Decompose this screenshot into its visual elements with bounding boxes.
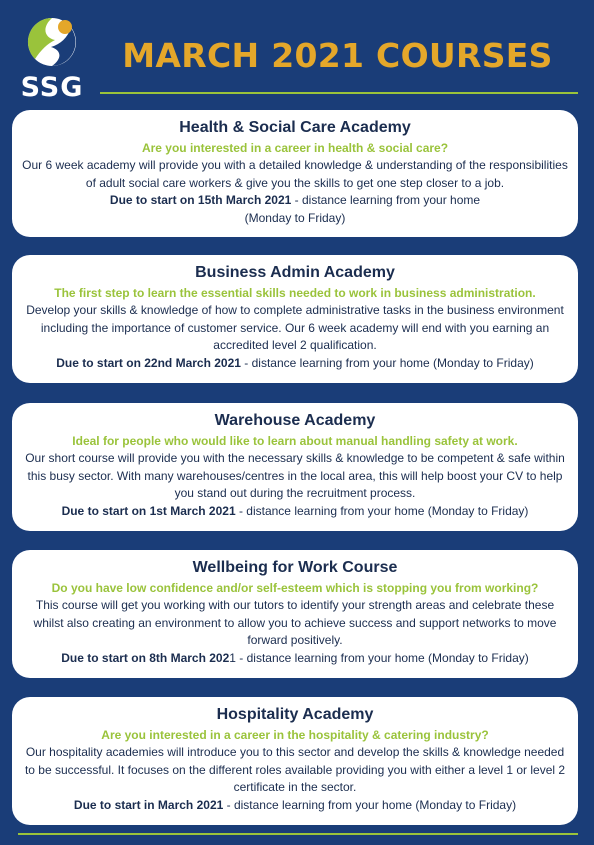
start-date: Due to start on 1st March 2021 (61, 503, 236, 518)
page-title: MARCH 2021 COURSES (122, 36, 553, 75)
course-description: Our short course will provide you with the necessary skills & knowledge to be competent & safe within this busy sector. With many warehouses/centres in the local area, this will help boost your CV to help you stand out during the recruitment process. (25, 451, 565, 500)
ssg-logo-mark-icon (25, 14, 79, 74)
course-start-info (20, 503, 570, 521)
start-date: Due to start on 8th March 202 (61, 650, 230, 665)
course-title: Hospitality Academy (216, 706, 374, 723)
course-title: Wellbeing for Work Course (192, 559, 398, 576)
start-details: - distance learning from your home (Monday to Friday) (223, 797, 517, 812)
header-divider (100, 92, 578, 94)
course-card-wellbeing (12, 550, 578, 678)
start-days: (Monday to Friday) (244, 210, 346, 225)
course-start-info (20, 192, 570, 210)
course-tagline: Do you have low confidence and/or self-esteem which is stopping you from working? (51, 581, 539, 595)
course-card-warehouse (12, 403, 578, 531)
ssg-logo (17, 14, 87, 103)
course-card-health-social-care (12, 110, 578, 237)
course-start-info (20, 797, 570, 815)
course-title: Health & Social Care Academy (179, 119, 411, 136)
course-description: Our hospitality academies will introduce you to this sector and develop the skills & knowledge needed to be successful. It focuses on the different roles available providing you with either a level 1 or level 2 certificate in the sector. (24, 745, 566, 794)
course-card-hospitality (12, 697, 578, 825)
start-date: Due to start on 22nd March 2021 (56, 355, 241, 370)
footer-divider (18, 833, 578, 835)
start-details: - distance learning from your home (291, 193, 481, 207)
course-description: Our 6 week academy will provide you with a detailed knowledge & understanding of the responsibilities of adult social care workers & give you the skills to get one step closer to a job. (22, 158, 568, 190)
course-tagline: The first step to learn the essential skills needed to work in business administration. (54, 286, 536, 300)
page-header (0, 0, 594, 103)
course-start-info (20, 355, 570, 373)
course-start-info (20, 650, 570, 668)
start-date: Due to start in March 2021 (73, 797, 224, 812)
course-card-business-admin (12, 255, 578, 383)
course-tagline: Are you interested in a career in health & social care? (141, 141, 449, 155)
course-tagline: Ideal for people who would like to learn about manual handling safety at work. (72, 434, 518, 448)
start-details: 1 - distance learning from your home (Monday to Friday) (229, 650, 529, 665)
course-tagline: Are you interested in a career in the hospitality & catering industry? (101, 728, 489, 742)
start-details: - distance learning from your home (Monday to Friday) (240, 355, 534, 370)
start-details: - distance learning from your home (Monday to Friday) (235, 503, 529, 518)
course-description: This course will get you working with our tutors to identify your strength areas and celebrate these whilst also creating an environment to allow you to achieve success and support networks to move forward positively. (33, 598, 557, 647)
start-date: Due to start on 15th March 2021 (109, 193, 292, 207)
course-description: Develop your skills & knowledge of how to complete administrative tasks in the business environment including the importance of customer service. Our 6 week academy will end with you earning an accredited level 2 qualification. (26, 303, 564, 352)
course-title: Business Admin Academy (195, 264, 395, 281)
logo-text: SSG (20, 72, 84, 103)
course-title: Warehouse Academy (214, 412, 376, 429)
